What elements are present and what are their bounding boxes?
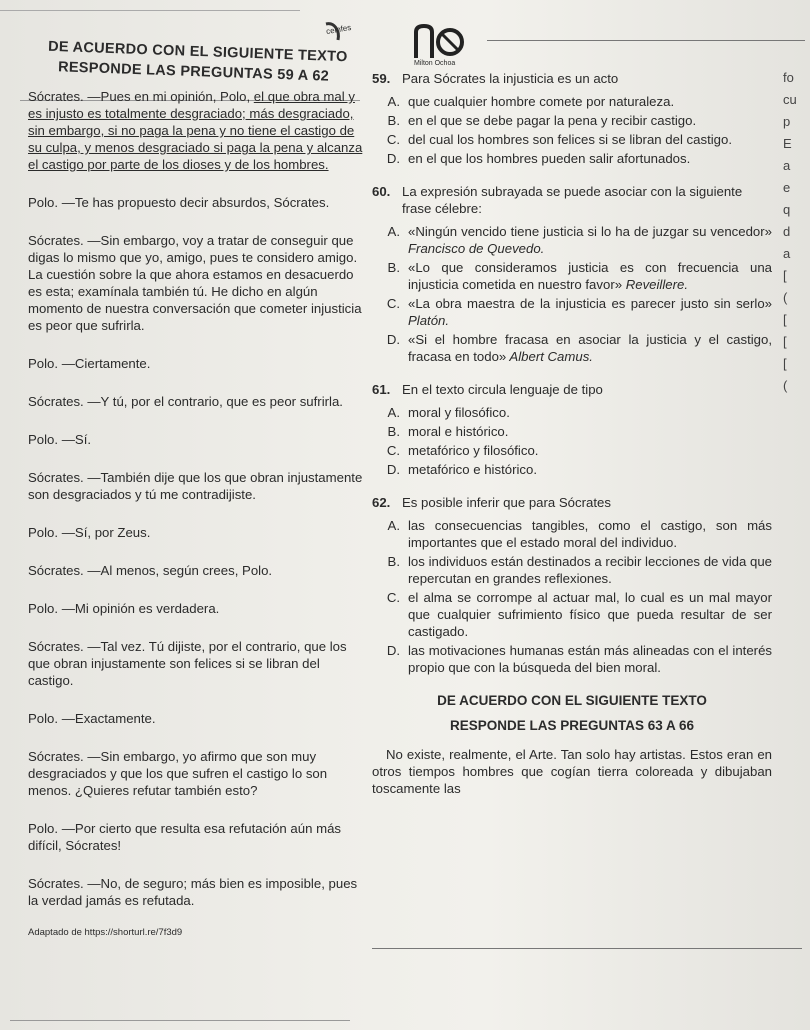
question-text: En el texto circula lenguaje de tipo bbox=[402, 382, 603, 397]
option-letter: B. bbox=[387, 424, 400, 439]
option-text: las consecuencias tangibles, como el castigo, son más importantes que el estado moral del individuo. bbox=[408, 518, 772, 550]
cut-off-edge-text: ( bbox=[783, 290, 788, 305]
answer-option[interactable] bbox=[372, 404, 772, 421]
option-letter: B. bbox=[387, 113, 400, 128]
option-text: moral e histórico. bbox=[408, 424, 509, 439]
dialogue-line bbox=[28, 88, 363, 173]
underlined-expression: el que obra mal y es injusto es totalmente desgraciado; más desgraciado, sin embargo, si no paga la pena y no tiene el castigo de su culpa, y menos desgraciado si paga la pena y alcanza el castigo por parte de los dioses y de los hombres. bbox=[28, 89, 363, 172]
dialogue-line bbox=[28, 638, 363, 689]
option-letter: C. bbox=[386, 296, 400, 311]
option-text: en el que se debe pagar la pena y recibir castigo. bbox=[408, 113, 697, 128]
option-letter: C. bbox=[386, 443, 400, 458]
option-text: del cual los hombres son felices si se libran del castigo. bbox=[408, 132, 732, 147]
quote-author: Reveillere. bbox=[622, 277, 689, 292]
cut-off-edge-text: a bbox=[783, 158, 791, 173]
cut-off-edge-text: q bbox=[783, 202, 791, 217]
dialogue-text-part: Polo. —Exactamente. bbox=[28, 711, 156, 726]
answer-option[interactable] bbox=[372, 331, 772, 365]
dialogue-text-part: Sócrates. —No, de seguro; más bien es imposible, pues la verdad jamás es refutada. bbox=[28, 876, 358, 908]
cut-off-edge-text: d bbox=[783, 224, 791, 239]
questions-column bbox=[372, 70, 772, 797]
answer-option[interactable] bbox=[372, 461, 772, 478]
option-letter: B. bbox=[387, 260, 400, 275]
question-block bbox=[372, 183, 772, 365]
option-text: «Si el hombre fracasa en asociar la justicia y el castigo, fracasa en todo» Albert Camus. bbox=[408, 332, 772, 364]
answer-option[interactable] bbox=[372, 93, 772, 110]
dialogue-text-part: Sócrates. —Al menos, según crees, Polo. bbox=[28, 563, 273, 578]
answer-option[interactable] bbox=[372, 223, 772, 257]
left-section-header-line1: DE ACUERDO CON EL SIGUIENTE TEXTO bbox=[47, 38, 348, 66]
dialogue-text bbox=[28, 88, 363, 941]
option-text: «La obra maestra de la injusticia es parecer justo sin serlo» Platón. bbox=[408, 296, 772, 328]
source-citation: Adaptado de https://shorturl.re/7f3d9 bbox=[28, 927, 183, 938]
cut-off-edge-text: cu bbox=[783, 92, 797, 107]
quote-author: Francisco de Quevedo. bbox=[408, 241, 545, 256]
quote-author: Albert Camus. bbox=[506, 349, 593, 364]
cut-off-edge-text: [ bbox=[783, 334, 787, 349]
stamp-text: ceinfes bbox=[325, 22, 352, 37]
option-text: moral y filosófico. bbox=[408, 405, 510, 420]
cut-off-edge-text: [ bbox=[783, 312, 787, 327]
option-text: las motivaciones humanas están más alineadas con el interés propio que con la búsqueda del bien moral. bbox=[408, 643, 772, 675]
right-section-header-line2: RESPONDE LAS PREGUNTAS 63 A 66 bbox=[449, 718, 695, 733]
question-number: 59. bbox=[372, 71, 391, 86]
dialogue-line bbox=[28, 431, 363, 448]
dialogue-line bbox=[28, 600, 363, 617]
answer-option[interactable] bbox=[372, 442, 772, 459]
answer-option[interactable] bbox=[372, 112, 772, 129]
dialogue-text-part: Sócrates. —Y tú, por el contrario, que es peor sufrirla. bbox=[28, 394, 343, 409]
bottom-rule bbox=[10, 1020, 350, 1021]
answer-option[interactable] bbox=[372, 517, 772, 551]
question-block bbox=[372, 381, 772, 478]
answer-option[interactable] bbox=[372, 553, 772, 587]
answer-option[interactable] bbox=[372, 259, 772, 293]
question-text: La expresión subrayada se puede asociar con la siguiente frase célebre: bbox=[402, 184, 743, 216]
option-text: en el que los hombres pueden salir afortunados. bbox=[408, 151, 691, 166]
option-letter: A. bbox=[387, 224, 400, 239]
option-letter: A. bbox=[387, 94, 400, 109]
dialogue-line bbox=[28, 469, 363, 503]
question-number: 60. bbox=[372, 184, 391, 199]
option-letter: C. bbox=[386, 132, 400, 147]
cut-off-edge-text: [ bbox=[783, 356, 787, 371]
dialogue-line bbox=[28, 748, 363, 799]
question-text: Es posible inferir que para Sócrates bbox=[402, 495, 611, 510]
dialogue-line bbox=[28, 562, 363, 579]
dialogue-text-part: Polo. —Te has propuesto decir absurdos, Sócrates. bbox=[28, 195, 330, 210]
option-text: «Lo que consideramos justicia es con frecuencia una injusticia cometida en nuestro favor» Reveillere. bbox=[408, 260, 772, 292]
question-number: 61. bbox=[372, 382, 391, 397]
option-letter: D. bbox=[386, 151, 400, 166]
answer-option[interactable] bbox=[372, 642, 772, 676]
question-stem bbox=[372, 381, 772, 398]
dialogue-text-part: Sócrates. —Tal vez. Tú dijiste, por el contrario, que los que obran injustamente son felices si se libran del castigo. bbox=[28, 639, 347, 688]
top-rule bbox=[0, 10, 300, 11]
answer-option[interactable] bbox=[372, 295, 772, 329]
question-number: 62. bbox=[372, 495, 391, 510]
dialogue-text-part: Polo. —Sí. bbox=[28, 432, 92, 447]
dialogue-line bbox=[28, 524, 363, 541]
right-section-header bbox=[372, 692, 772, 734]
option-letter: B. bbox=[387, 554, 400, 569]
option-text: «Ningún vencido tiene justicia si lo ha de juzgar su vencedor» Francisco de Quevedo. bbox=[408, 224, 772, 256]
option-text: metafórico e histórico. bbox=[408, 462, 537, 477]
quote-author: Platón. bbox=[408, 313, 450, 328]
left-section-header-line2: RESPONDE LAS PREGUNTAS 59 A 62 bbox=[57, 59, 330, 85]
milton-ochoa-logo-icon bbox=[412, 22, 468, 62]
dialogue-text-part: Sócrates. —También dije que los que obran injustamente son desgraciados y tú me contradijiste. bbox=[28, 470, 363, 502]
option-letter: D. bbox=[386, 462, 400, 477]
cut-off-edge-text: ( bbox=[783, 378, 788, 393]
answer-option[interactable] bbox=[372, 131, 772, 148]
cut-off-edge-text: E bbox=[783, 136, 792, 151]
answer-option[interactable] bbox=[372, 150, 772, 167]
option-letter: A. bbox=[387, 405, 400, 420]
header-line bbox=[487, 40, 805, 41]
option-text: metafórico y filosófico. bbox=[408, 443, 539, 458]
dialogue-text-part: Polo. —Ciertamente. bbox=[28, 356, 151, 371]
question-block bbox=[372, 494, 772, 676]
dialogue-line bbox=[28, 194, 363, 211]
option-letter: A. bbox=[387, 518, 400, 533]
dialogue-text-part: Polo. —Mi opinión es verdadera. bbox=[28, 601, 220, 616]
dialogue-line bbox=[28, 710, 363, 727]
question-stem bbox=[372, 494, 772, 511]
answer-option[interactable] bbox=[372, 423, 772, 440]
cut-off-edge-text: p bbox=[783, 114, 791, 129]
option-letter: D. bbox=[386, 332, 400, 347]
right-section-rule bbox=[372, 948, 802, 949]
cut-off-edge-text: a bbox=[783, 246, 791, 261]
dialogue-text-part: Polo. —Sí, por Zeus. bbox=[28, 525, 151, 540]
cut-off-edge-text: [ bbox=[783, 268, 787, 283]
option-letter: C. bbox=[386, 590, 400, 605]
option-text: que cualquier hombre comete por naturaleza. bbox=[408, 94, 675, 109]
passage-art: No existe, realmente, el Arte. Tan solo hay artistas. Estos eran en otros tiempos hombres que cogían tierra coloreada y dibujaban toscamente las bbox=[372, 747, 772, 796]
dialogue-text-part: Sócrates. —Pues en mi opinión, Polo, bbox=[28, 89, 254, 104]
cut-off-edge-text: fo bbox=[783, 70, 794, 85]
dialogue-text-part: Sócrates. —Sin embargo, voy a tratar de conseguir que digas lo mismo que yo, amigo, pues te considero amigo. La cuestión sobre la que ahora estamos en desacuerdo es esta; examínala también tú. He dicho en algún momento de nuestra conversación que cometer injusticia es peor que sufrirla. bbox=[28, 233, 362, 333]
dialogue-text-part: Polo. —Por cierto que resulta esa refutación aún más difícil, Sócrates! bbox=[28, 821, 342, 853]
dialogue-line bbox=[28, 820, 363, 854]
dialogue-line bbox=[28, 393, 363, 410]
question-stem bbox=[372, 70, 772, 87]
option-text: el alma se corrompe al actuar mal, lo cual es un mal mayor que cualquier sufrimiento físico que pueda resultar de ser castigado. bbox=[408, 590, 772, 639]
dialogue-text-part: Sócrates. —Sin embargo, yo afirmo que son muy desgraciados y que los que sufren el castigo lo son menos. ¿Quieres refutar también esto? bbox=[28, 749, 328, 798]
dialogue-line bbox=[28, 355, 363, 372]
option-text: los individuos están destinados a recibir lecciones de vida que repercutan en grandes reflexiones. bbox=[408, 554, 772, 586]
answer-option[interactable] bbox=[372, 589, 772, 640]
question-block bbox=[372, 70, 772, 167]
logo-subtitle: Milton Ochoa bbox=[414, 60, 456, 67]
question-stem bbox=[372, 183, 772, 217]
cut-off-edge-text: e bbox=[783, 180, 791, 195]
right-section-header-line1: DE ACUERDO CON EL SIGUIENTE TEXTO bbox=[437, 693, 707, 708]
dialogue-line bbox=[28, 875, 363, 909]
dialogue-line bbox=[28, 232, 363, 334]
option-letter: D. bbox=[386, 643, 400, 658]
question-text: Para Sócrates la injusticia es un acto bbox=[402, 71, 619, 86]
